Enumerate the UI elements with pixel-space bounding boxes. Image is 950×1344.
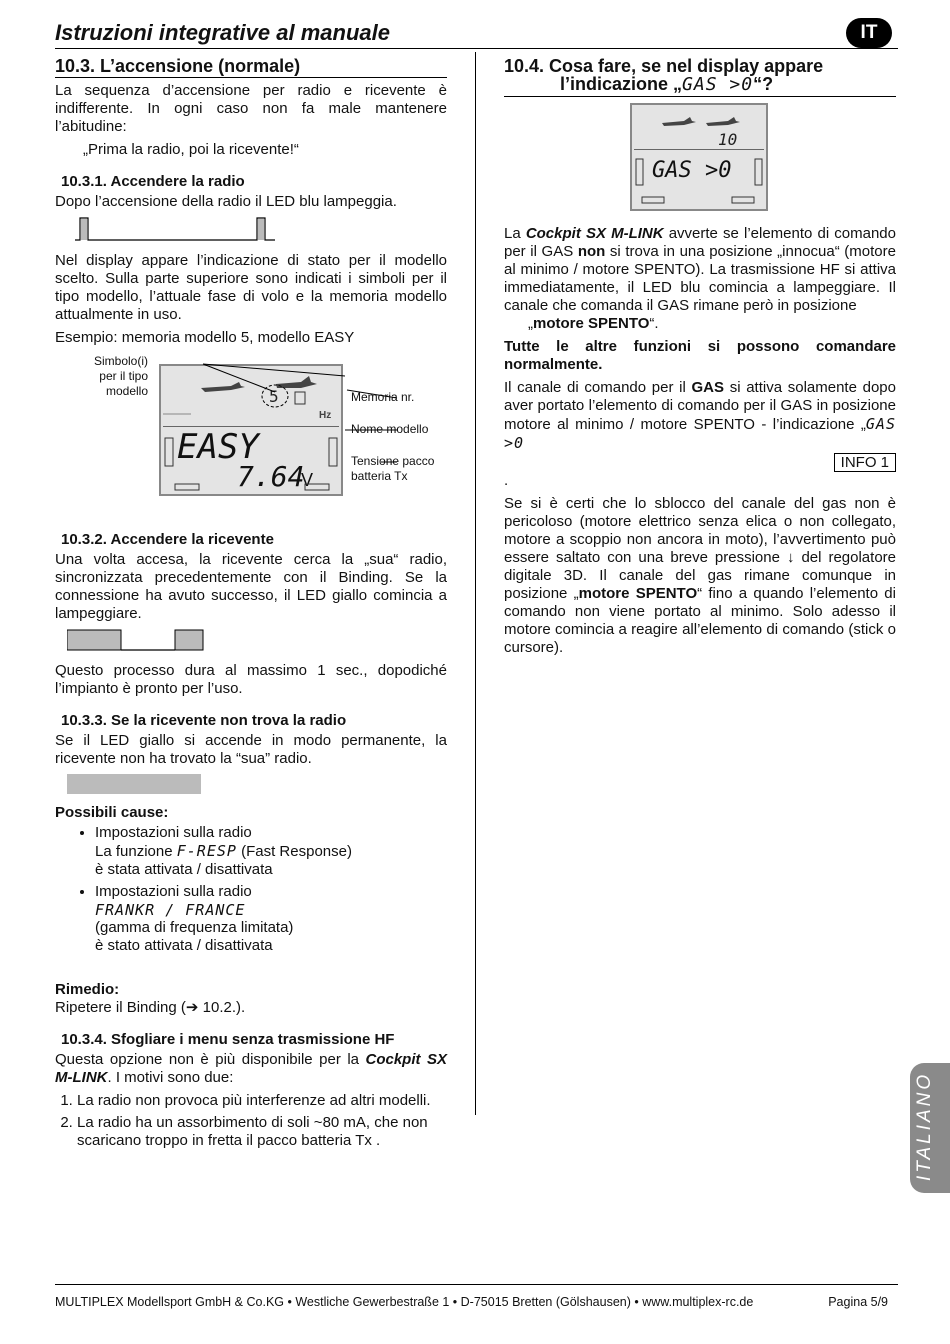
- cause-1-code: F-RESP: [176, 842, 237, 860]
- annotation-battery-voltage: Tensione pacco batteria Tx: [351, 454, 435, 483]
- cause-1-prefix: La funzione: [95, 843, 177, 860]
- s1031-paragraph-3: Esempio: memoria modello 5, modello EASY: [55, 329, 355, 346]
- p3-code: GAS >0: [504, 415, 896, 452]
- p1-non: non: [577, 243, 606, 260]
- yellow-led-steady-diagram: [67, 774, 201, 794]
- p3-suffix: si attiva solamente dopo aver portato l’elemento di comando per il GAS in posizione motore al minimo / motore SPENTO - l’indicazione „: [504, 379, 896, 433]
- p4-part-c: “ fino a quando l’elemento di comando non viene portato al minimo. Solo adesso il motore comincia a reagire all’elemento di comando (stick o cursore).: [504, 585, 896, 656]
- cause-2-line-4: è stato attivata / disattivata: [95, 937, 273, 954]
- header-rule: [55, 48, 898, 49]
- s1032-paragraph-2: Questo processo dura al massimo 1 sec., dopodiché l’impianto è pronto per l’uso.: [55, 662, 447, 697]
- lcd-memory-number: 5: [269, 387, 279, 406]
- s1033-paragraph-1: Se il LED giallo si accende in modo permanente, la ricevente non ha trovato la “sua” radio.: [55, 732, 447, 767]
- page-header-title: Istruzioni integrative al manuale: [55, 20, 390, 45]
- lcd-gas-graphics: [632, 105, 766, 209]
- remedy-text: Ripetere il Binding (➔ 10.2.).: [55, 999, 246, 1016]
- s1034-prefix: Questa opzione non è più disponibile per la: [55, 1051, 366, 1068]
- section-10-3-1-heading: 10.3.1. Accendere la radio: [61, 173, 245, 190]
- side-tab-label: ITALIANO: [914, 1071, 935, 1181]
- p1-quote: motore SPENTO: [533, 315, 650, 332]
- s103-paragraph-1: La sequenza d’accensione per radio e ricevente è indifferente. In ogni caso non fa male mantenere l’abitudine:: [55, 82, 447, 135]
- p1-part-a: avverte se l’elemento di comando per il GAS: [504, 225, 896, 260]
- left-column: [55, 57, 447, 1154]
- s1031-paragraph-2: Nel display appare l’indicazione di stato per il modello scelto. Sulla parte superiore sono indicati i simboli per il tipo modello, l’attuale fase di volo e la memoria modello attualmente in uso.: [55, 252, 447, 323]
- cause-2-line-3: (gamma di frequenza limitata): [95, 919, 294, 936]
- info-1-reference[interactable]: INFO 1: [834, 453, 896, 472]
- section-10-4-heading-wrap: [504, 57, 896, 97]
- cause-1-suffix: (Fast Response): [236, 843, 352, 860]
- annotation-model-symbol: Simbolo(i) per il tipo modello: [93, 354, 148, 398]
- section-10-3-2-heading: 10.3.2. Accendere la ricevente: [61, 531, 274, 548]
- section-10-3-heading: 10.3. L’accensione (normale): [55, 56, 301, 76]
- s104-paragraph-3: [504, 379, 896, 471]
- lcd-display-gas-warning: [630, 103, 768, 211]
- p1-prefix: La: [504, 225, 526, 242]
- cause-1-line-2: [95, 842, 447, 861]
- section-10-4-heading-line-2: [504, 75, 896, 94]
- causes-list: [55, 824, 447, 955]
- language-badge: IT: [846, 18, 892, 48]
- s104-paragraph-4: [504, 495, 896, 657]
- down-arrow-icon: ↓: [786, 549, 795, 566]
- column-divider: [475, 52, 476, 1115]
- heading-prefix: l’indicazione „: [560, 74, 683, 94]
- heading-suffix: “?: [753, 74, 774, 94]
- p1-part-b: si trova in una posizione „innocua“ (motore al minimo / motore SPENTO). La trasmissione HF si attiva immediatamente, il LED blu comincia a lampeggiare. Il canale che comanda il GAS rimane però in posizione: [504, 243, 896, 314]
- reasons-list: [55, 1092, 447, 1150]
- page-number: Pagina 5/9: [828, 1295, 888, 1309]
- s1034-suffix: . I motivi sono due:: [107, 1069, 234, 1086]
- annotation-model-name: Nome modello: [351, 422, 429, 436]
- heading-code: GAS >0: [682, 74, 754, 95]
- language-side-tab: [910, 1063, 950, 1193]
- s104-paragraph-1: La Cockpit SX M-LINK avverte se l’elemento di comando per il GAS non si trova in una posizione „innocua“ (motore al minimo / motore SPENTO). La trasmissione HF si attiva immediatamente, il LED blu comincia a lampeggiare. Il canale che comanda il GAS rimane però in posizione „motore SPENTO“.: [504, 225, 896, 332]
- causes-title: Possibili cause:: [55, 804, 169, 821]
- cause-2-code: FRANKR / FRANCE: [95, 901, 246, 919]
- lcd-model-name: EASY: [177, 427, 259, 467]
- p4-bold: motore SPENTO: [578, 585, 698, 602]
- right-column: [504, 57, 896, 662]
- p4-part-b: del regolatore digitale 3D. Il canale del gas rimane comunque in posizione „: [504, 549, 896, 602]
- lone-dot: .: [504, 472, 509, 489]
- lcd-top-number: 10: [718, 130, 738, 149]
- section-10-3-3-heading: 10.3.3. Se la ricevente non trova la radio: [61, 712, 347, 729]
- cause-item-2: [95, 883, 447, 955]
- p3-gas: GAS: [691, 379, 725, 396]
- s1034-brand: Cockpit SX M-LINK: [55, 1051, 447, 1086]
- lcd-hz-label: Hz: [319, 410, 332, 421]
- reason-item-2: 2. La radio ha un assorbimento di soli ~80 mA, che non scaricano troppo in fretta il pacco batteria Tx .: [77, 1114, 447, 1150]
- remedy-title: Rimedio:: [55, 981, 120, 998]
- section-10-3-heading-wrap: [55, 57, 447, 78]
- s104-paragraph-2: Tutte le altre funzioni si possono comandare normalmente.: [504, 338, 896, 373]
- cause-1-line-1: • Impostazioni sulla radio: [95, 824, 252, 841]
- s103-quote: „Prima la radio, poi la ricevente!“: [83, 141, 299, 158]
- cause-2-line-1: • Impostazioni sulla radio: [95, 883, 252, 900]
- s1034-paragraph-1: [55, 1051, 447, 1087]
- lcd-voltage: 7.64: [237, 460, 305, 493]
- p3-prefix: Il canale di comando per il: [504, 379, 692, 396]
- annotation-arrows: [145, 352, 345, 492]
- lcd-gas-text: GAS >0: [652, 158, 732, 183]
- s1032-paragraph-1: Una volta accesa, la ricevente cerca la „sua“ radio, sincronizzata precedentemente con il Binding. Se la connessione ha avuto successo, il LED giallo comincia a lampeggiare.: [55, 551, 447, 622]
- blue-led-blink-diagram: [75, 216, 285, 242]
- footer-rule: [55, 1284, 898, 1285]
- section-10-4-heading-line-1: 10.4. Cosa fare, se nel display appare: [504, 56, 824, 76]
- footer-address: MULTIPLEX Modellsport GmbH & Co.KG • Westliche Gewerbestraße 1 • D-75015 Bretten (Gölshausen) • www.multiplex-rc.de: [55, 1295, 754, 1309]
- p1-brand: Cockpit SX M-LINK: [525, 225, 664, 242]
- section-10-3-4-heading: 10.3.4. Sfogliare i menu senza trasmissione HF: [61, 1031, 395, 1048]
- p4-part-a: Se si è certi che lo sblocco del canale del gas non è pericoloso (motore elettrico senza elica o non collegato, motore a scoppio non ancora in moto), l’avvertimento può essere saltato con una breve pressione: [504, 495, 896, 566]
- lcd-voltage-unit: V: [301, 470, 314, 490]
- display-example-area: [55, 352, 447, 517]
- cause-item-1: [95, 824, 447, 879]
- annotation-memory-nr: Memoria nr.: [351, 390, 415, 404]
- yellow-led-blink-diagram: [67, 628, 217, 652]
- s1031-paragraph-1: Dopo l’accensione della radio il LED blu lampeggia.: [55, 193, 397, 210]
- reason-item-1: 1. La radio non provoca più interferenze ad altri modelli.: [77, 1092, 447, 1110]
- cause-1-line-3: è stata attivata / disattivata: [95, 861, 273, 878]
